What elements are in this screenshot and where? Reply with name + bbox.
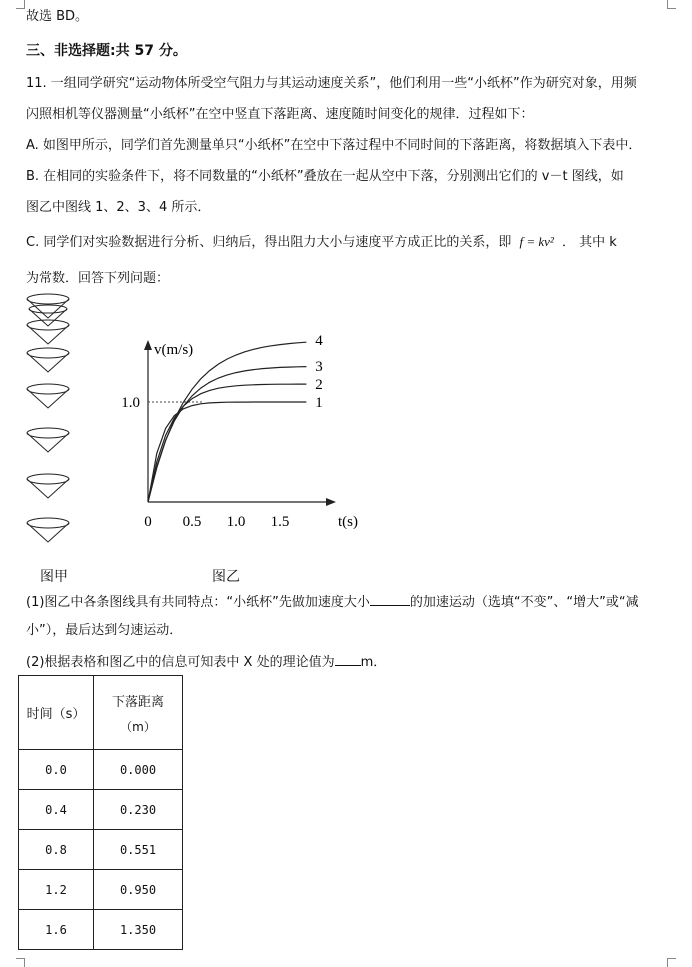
y-tick-label: 1.0 [121, 395, 140, 411]
header-distance [94, 676, 183, 750]
paper-cup [27, 474, 69, 498]
series-label-3: 3 [315, 359, 323, 375]
answer-blank-1[interactable] [370, 592, 410, 606]
cell-time: 1.2 [19, 870, 94, 910]
cell-distance: 1.350 [94, 910, 183, 950]
drag-formula: f = kv² [519, 234, 554, 249]
cup-rim [29, 305, 67, 313]
figure-jia-label: 图甲 [40, 569, 68, 585]
page-corner-top-right [667, 0, 676, 9]
cup-rim [27, 348, 69, 358]
cup-body [27, 325, 69, 344]
section-heading: 三、非选择题:共 57 分。 [26, 43, 187, 59]
cell-distance: 0.000 [94, 750, 183, 790]
cup-body [27, 523, 69, 542]
previous-answer: 故选 BD。 [26, 9, 89, 24]
table-row [19, 750, 183, 790]
distance-table [18, 675, 183, 950]
cup-rim [27, 428, 69, 438]
x-axis-label: t(s) [338, 514, 358, 530]
step-c-text-end: ． 其中 k [561, 235, 617, 250]
paper-cup [27, 518, 69, 542]
table-row [19, 910, 183, 950]
cell-distance: 0.950 [94, 870, 183, 910]
page-corner-bottom-right [667, 958, 676, 967]
cup-rim [27, 320, 69, 330]
answer-blank-2[interactable] [335, 652, 361, 666]
cup-rim [27, 294, 69, 304]
paper-cups-figure [22, 292, 82, 552]
paper-cup [27, 320, 69, 344]
x-axis-arrow [326, 498, 336, 506]
page-corner-bottom-left [16, 958, 25, 967]
cup-body [27, 353, 69, 372]
question-11-intro-line-1: 11. 一组同学研究“运动物体所受空气阻力与其运动速度关系”，他们利用一些“小纸杯”作为研究对象，用频 [26, 76, 637, 91]
cup-rim [27, 518, 69, 528]
series-line-1 [148, 402, 306, 502]
subquestion-2-unit: m． [360, 655, 387, 670]
cell-time: 1.6 [19, 910, 94, 950]
cell-time: 0.8 [19, 830, 94, 870]
question-11-intro-line-2: 闪照相机等仪器测量“小纸杯”在空中竖直下落距离、速度随时间变化的规律．过程如下： [26, 107, 534, 122]
series-label-4: 4 [315, 333, 323, 349]
table-body [19, 750, 183, 950]
header-distance-unit: （m） [120, 719, 156, 734]
header-time: 时间（s） [19, 676, 94, 750]
table-row [19, 790, 183, 830]
subquestion-1-text-b: 的加速运动（选填“不变”、“增大”或“减 [409, 595, 639, 610]
series-label-2: 2 [315, 377, 323, 393]
page-corner-top-left [16, 0, 25, 9]
paper-cup [27, 384, 69, 408]
cell-distance: 0.230 [94, 790, 183, 830]
cell-distance: 0.551 [94, 830, 183, 870]
step-b-line-2: 图乙中图线 1、2、3、4 所示． [26, 200, 211, 215]
step-c-line-2: 为常数．回答下列问题： [26, 271, 170, 286]
paper-cup [27, 428, 69, 452]
series-label-1: 1 [315, 395, 323, 411]
cup-body [27, 389, 69, 408]
y-axis-arrow [144, 340, 152, 350]
step-c-text: C. 同学们对实验数据进行分析、归纳后，得出阻力大小与速度平方成正比的关系，即 [26, 235, 512, 250]
cup-body [27, 479, 69, 498]
step-b-line-1: B. 在相同的实验条件下，将不同数量的“小纸杯”叠放在一起从空中下落，分别测出它们的 v－t 图线，如 [26, 169, 624, 184]
cup-rim [27, 384, 69, 394]
subquestion-1-line-2: 小”），最后达到匀速运动． [26, 623, 183, 638]
y-axis-label: v(m/s) [154, 342, 194, 358]
x-tick-label: 0.5 [182, 514, 202, 530]
x-tick-label: 1.5 [270, 514, 290, 530]
table-row [19, 870, 183, 910]
cup-body [27, 299, 69, 318]
cup-rim [27, 474, 69, 484]
paper-cup [27, 348, 69, 372]
cup-body [27, 433, 69, 452]
vt-graph [106, 330, 366, 530]
x-tick-label: 0 [144, 514, 152, 530]
figure-yi-label: 图乙 [212, 569, 240, 585]
table-row [19, 830, 183, 870]
subquestion-2 [26, 652, 386, 672]
subquestion-1-line-1 [26, 592, 639, 612]
subquestion-2-text: (2)根据表格和图乙中的信息可知表中 X 处的理论值为 [26, 655, 335, 670]
step-a: A. 如图甲所示，同学们首先测量单只“小纸杯”在空中下落过程中不同时间的下落距离，将数据填入下表中． [26, 138, 642, 153]
cell-time: 0.0 [19, 750, 94, 790]
cell-time: 0.4 [19, 790, 94, 830]
step-c-line-1 [26, 233, 617, 252]
header-distance-label: 下落距离 [111, 694, 164, 710]
subquestion-1-text: (1)图乙中各条图线具有共同特点：“小纸杯”先做加速度大小 [26, 595, 370, 610]
x-tick-label: 1.0 [226, 514, 246, 530]
